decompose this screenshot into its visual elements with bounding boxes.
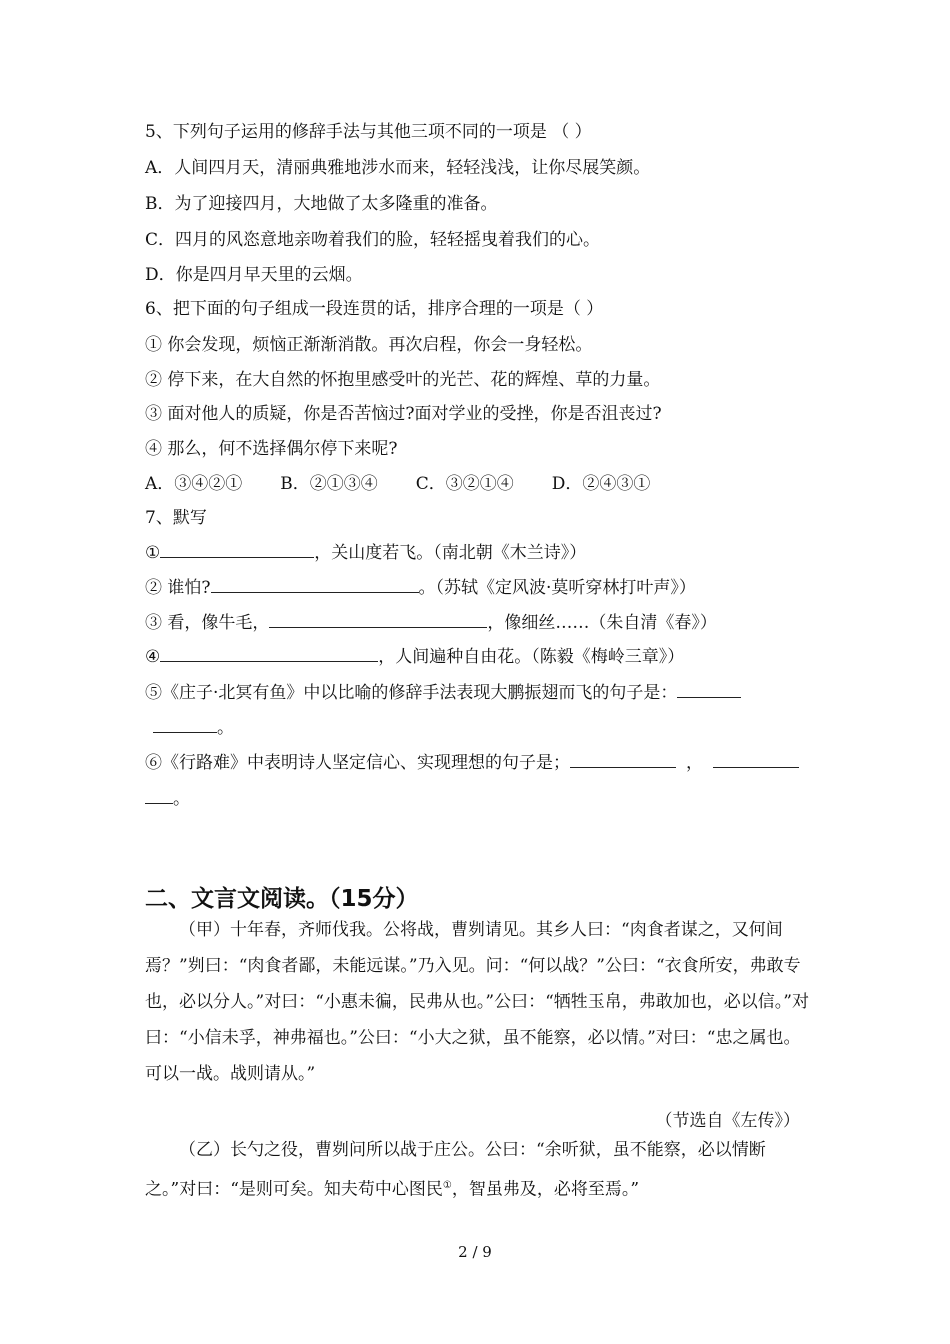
q6-option-d: D．②④③①: [551, 474, 651, 494]
q7-line-6-end: 。: [173, 789, 190, 809]
q5-option-c: C．四月的风恣意地亲吻着我们的脸，轻轻摇曳着我们的心。: [145, 230, 601, 250]
q7-line-1-text: ，关山度若飞。（南北朝《木兰诗》）: [314, 543, 587, 563]
q7-line-2: [145, 576, 696, 599]
q6-option-a: A．③④②①: [145, 474, 243, 494]
footnote-marker: ①: [442, 1180, 452, 1191]
q7-line-4: [145, 645, 684, 668]
answer-blank[interactable]: [677, 681, 741, 698]
q7-line-6-cont: [145, 787, 190, 810]
passage-yi-end: ，智虽弗及，必将至焉。”: [451, 1179, 640, 1200]
q7-line-6: [145, 751, 799, 774]
answer-blank[interactable]: [713, 751, 799, 768]
q6-sentence-1: ① 你会发现，烦恼正渐渐消散。再次启程，你会一身轻松。: [145, 335, 593, 355]
answer-blank[interactable]: [570, 751, 676, 768]
q7-line-2-text: 。（苏轼《定风波·莫听穿林打叶声》）: [418, 578, 696, 598]
passage-yi: [145, 1132, 810, 1208]
q6-stem: 6、把下面的句子组成一段连贯的话，排序合理的一项是（ ）: [145, 299, 604, 319]
q7-line-6-text: ⑥《行路难》中表明诗人坚定信心、实现理想的句子是；: [145, 753, 570, 773]
q5-option-d: D．你是四月早天里的云烟。: [145, 265, 363, 285]
answer-blank[interactable]: [153, 716, 217, 733]
q7-line-5: [145, 681, 741, 704]
q7-line-2-prefix: ② 谁怕?: [145, 578, 211, 598]
passage-jia-source: （节选自《左传》）: [655, 1111, 800, 1131]
q6-option-b: B．②①③④: [280, 474, 378, 494]
answer-blank[interactable]: [269, 611, 487, 628]
q6-option-c: C．③②①④: [415, 474, 514, 494]
passage-jia: （甲）十年春，齐师伐我。公将战，曹刿请见。其乡人曰：“肉食者谋之，又何间焉？”刿曰：“肉食者鄙，未能远谋。”乃入见。问：“何以战？”公曰：“衣食所安，弗敢专也，必以分人。”对曰：“小惠未徧，民弗从也。”公曰：“牺牲玉帛，弗敢加也，必以信。”对曰：“小信未孚，神弗福也。”公曰：“小大之狱，虽不能察，必以情。”对曰：“忠之属也。可以一战。战则请从。”: [145, 920, 809, 1084]
q7-stem: 7、默写: [145, 508, 207, 528]
q7-line-3-text: ，像细丝……（朱自清《春》）: [487, 613, 717, 633]
page-number: 2 / 9: [458, 1243, 492, 1261]
q7-line-5-cont: [145, 716, 234, 739]
q6-sentence-3: ③ 面对他人的质疑，你是否苦恼过?面对学业的受挫，你是否沮丧过?: [145, 404, 662, 424]
q7-line-5-end: 。: [217, 718, 234, 738]
q7-line-1-prefix: ①: [145, 543, 161, 563]
q7-line-5-text: ⑤《庄子·北冥有鱼》中以比喻的修辞手法表现大鹏振翅而飞的句子是：: [145, 683, 678, 703]
q7-line-3-prefix: ③ 看，像牛毛，: [145, 613, 270, 633]
q7-line-3: [145, 611, 717, 634]
answer-blank[interactable]: [160, 645, 378, 662]
answer-blank[interactable]: [211, 576, 419, 593]
q6-sentence-4: ④ 那么，何不选择偶尔停下来呢?: [145, 439, 398, 459]
section-heading: 二、文言文阅读。（15分）: [145, 886, 419, 912]
q5-stem: 5、下列句子运用的修辞手法与其他三项不同的一项是 （ ）: [145, 122, 592, 142]
q6-options: [145, 473, 688, 495]
q7-line-1: [145, 541, 586, 564]
q5-option-a: A．人间四月天，清丽典雅地涉水而来，轻轻浅浅，让你尽展笑颜。: [145, 158, 651, 178]
q7-line-4-text: ，人间遍种自由花。（陈毅《梅岭三章》）: [378, 647, 685, 667]
passage-yi-text: （乙）长勺之役，曹刿问所以战于庄公。公曰：“余听狱，虽不能察，必以情断之。”对曰：“是则可矣。知夫苟中心图民: [145, 1140, 766, 1200]
q6-sentence-2: ② 停下来，在大自然的怀抱里感受叶的光芒、花的辉煌、草的力量。: [145, 370, 661, 390]
answer-blank[interactable]: [145, 787, 173, 804]
answer-blank[interactable]: [160, 541, 314, 558]
q7-line-4-prefix: ④: [145, 647, 161, 667]
q5-option-b: B．为了迎接四月，大地做了太多隆重的准备。: [145, 194, 498, 214]
q7-line-6-mid: ，: [686, 753, 703, 773]
